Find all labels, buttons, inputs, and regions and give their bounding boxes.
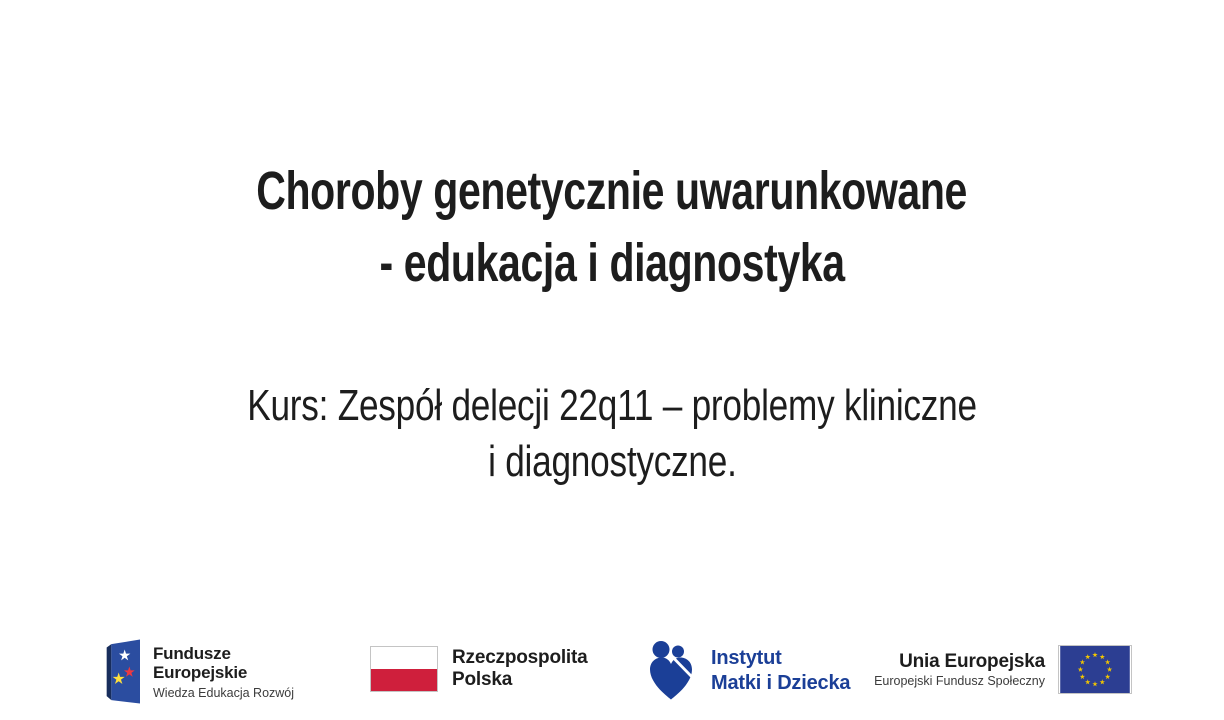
poland-flag-icon — [370, 646, 438, 692]
eu-flag-icon — [1058, 645, 1132, 694]
slide-title — [0, 155, 1224, 299]
logo-unia-europejska — [874, 645, 1132, 694]
logo-rzeczpospolita-polska — [370, 646, 588, 692]
title-line-2: - edukacja i diagnostyka — [379, 233, 845, 293]
fundusze-name-line-1: Fundusze — [153, 643, 231, 663]
instytut-name-line-1: Instytut — [711, 647, 782, 669]
unia-name: Unia Europejska — [899, 651, 1045, 672]
subtitle-line-2: i diagnostyczne. — [487, 437, 737, 486]
fundusze-tagline: Wiedza Edukacja Rozwój — [153, 685, 295, 700]
unia-tagline: Europejski Fundusz Społeczny — [874, 674, 1045, 688]
title-line-1: Choroby genetycznie uwarunkowane — [256, 161, 968, 221]
logo-fundusze-europejskie — [102, 638, 294, 705]
logo-instytut-matki-i-dziecka — [646, 640, 850, 702]
mother-child-heart-icon — [646, 640, 696, 702]
slide-subtitle — [0, 378, 1224, 490]
polska-name-line-2: Polska — [452, 669, 513, 690]
polska-name-line-1: Rzeczpospolita — [452, 647, 588, 668]
fundusze-name-line-2: Europejskie — [153, 662, 248, 682]
eu-funds-flag-icon — [102, 638, 142, 705]
instytut-name-line-2: Matki i Dziecka — [711, 672, 851, 694]
subtitle-line-1: Kurs: Zespół delecji 22q11 – problemy kliniczne — [247, 381, 977, 430]
